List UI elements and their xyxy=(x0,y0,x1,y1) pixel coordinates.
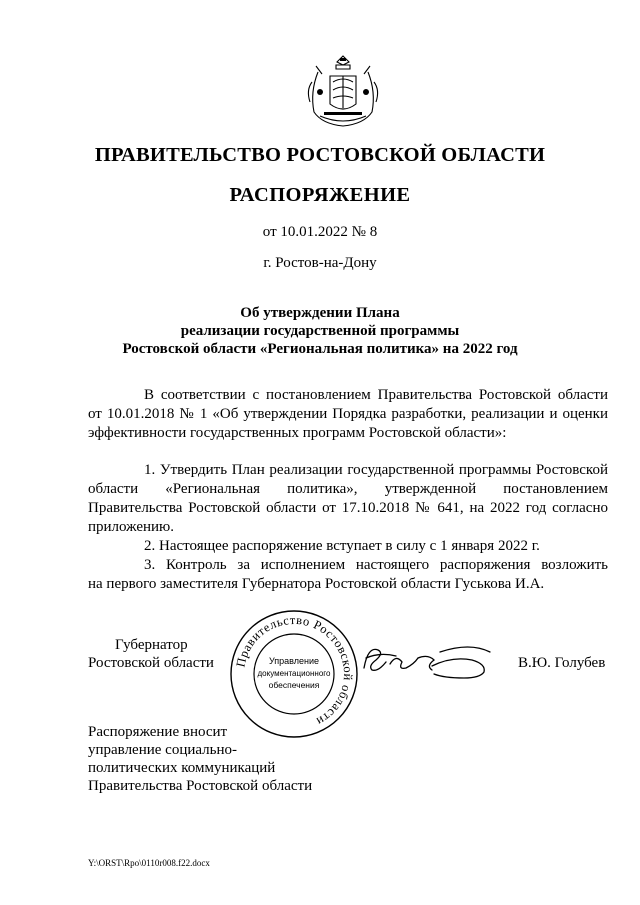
signatory-position: Губернатор xyxy=(115,637,188,653)
stamp-inner-text: Управление xyxy=(268,656,320,666)
handwritten-signature-icon xyxy=(360,638,500,682)
stamp-outer-text: Правительство Ростовской области xyxy=(233,612,356,729)
official-stamp-icon xyxy=(228,608,360,740)
item-1-line: Правительства Ростовской области от 17.10.2018 № 641, на 2022 год согласно xyxy=(88,500,608,516)
organization-title: ПРАВИТЕЛЬСТВО РОСТОВСКОЙ ОБЛАСТИ xyxy=(94,144,546,166)
item-3-line: на первого заместителя Губернатора Ростовской области Гуськова И.А. xyxy=(88,576,545,592)
preamble-line: В соответствии с постановлением Правительства Ростовской области xyxy=(144,387,608,403)
submitted-by-line: Правительства Ростовской области xyxy=(88,778,313,794)
item-1-line: 1. Утвердить План реализации государственной программы Ростовской xyxy=(144,462,608,478)
submitted-by-line: Распоряжение вносит xyxy=(88,724,228,740)
document-title-line: Ростовской области «Региональная политика» на 2022 год xyxy=(122,341,518,357)
item-2-line: 2. Настоящее распоряжение вступает в силу с 1 января 2022 г. xyxy=(144,538,540,554)
preamble-line: эффективности государственных программ Ростовской области»: xyxy=(88,425,507,441)
document-city: г. Ростов-на-Дону xyxy=(263,255,377,271)
signatory-position: Ростовской области xyxy=(88,655,214,671)
document-date-number: от 10.01.2022 № 8 xyxy=(262,224,378,240)
coat-of-arms-icon xyxy=(300,52,386,130)
item-1-line: приложению. xyxy=(88,519,175,535)
document-type: РАСПОРЯЖЕНИЕ xyxy=(229,184,411,206)
file-path-footer: Y:\ORST\Rpo\0110r008.f22.docx xyxy=(88,858,210,868)
submitted-by-line: управление социально- xyxy=(88,742,238,758)
stamp-inner-text: документационного xyxy=(257,669,331,678)
document-title-line: реализации государственной программы xyxy=(180,323,460,339)
signatory-name: В.Ю. Голубев xyxy=(518,655,606,671)
submitted-by-line: политических коммуникаций xyxy=(88,760,276,776)
document-title-line: Об утверждении Плана xyxy=(240,305,400,321)
stamp-inner-text: обеспечения xyxy=(268,680,320,690)
item-3-line: 3. Контроль за исполнением настоящего распоряжения возложить xyxy=(144,557,608,573)
preamble-line: от 10.01.2018 № 1 «Об утверждении Порядка разработки, реализации и оценки xyxy=(88,406,608,422)
item-1-line: области «Региональная политика», утвержденной постановлением xyxy=(88,481,608,497)
